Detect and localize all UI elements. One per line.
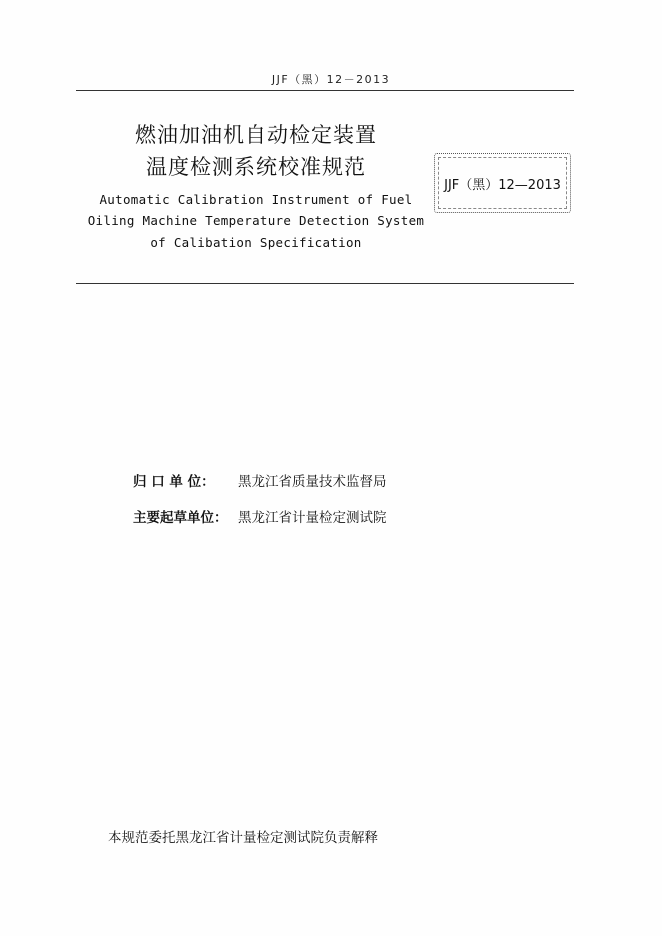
owner-unit-value: 黑龙江省质量技术监督局 (238, 474, 387, 490)
owner-unit-label: 归 口 单 位： (133, 474, 215, 490)
header-divider (76, 90, 574, 91)
drafter-unit-label: 主要起草单位： (133, 510, 228, 526)
specification-code: JJF（黑）12—2013 (444, 178, 561, 193)
interpretation-note: 本规范委托黑龙江省计量检定测试院负责解释 (108, 830, 378, 846)
title-chinese-line-1: 燃油加油机自动检定装置 (135, 123, 377, 147)
specification-code-box (434, 153, 571, 213)
title-divider (76, 283, 574, 284)
title-english-line-2: Oiling Machine Temperature Detection System (87, 213, 425, 228)
owner-unit-row (133, 470, 387, 490)
drafter-unit-row (133, 506, 387, 526)
title-chinese-line-2: 温度检测系统校准规范 (146, 155, 366, 179)
drafter-unit-value: 黑龙江省计量检定测试院 (238, 510, 387, 526)
title-english-line-1: Automatic Calibration Instrument of Fuel (99, 192, 413, 207)
title-english-line-3: of Calibation Specification (150, 235, 362, 250)
running-header-code: JJF（黑）12－2013 (271, 73, 391, 86)
